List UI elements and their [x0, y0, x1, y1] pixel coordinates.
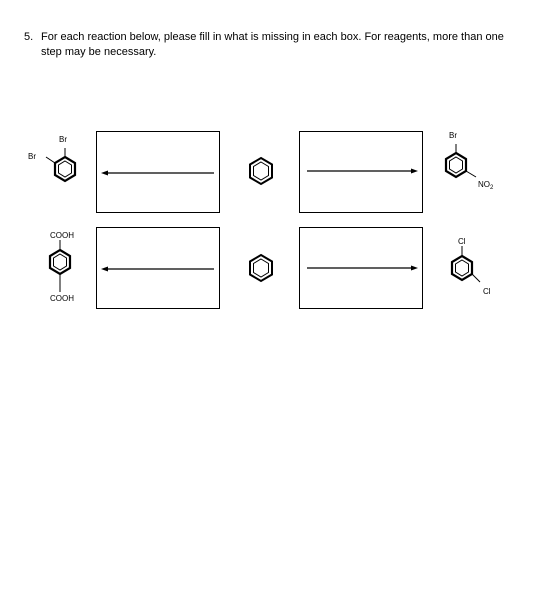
row2-left-top-label: COOH — [50, 231, 74, 240]
row2-right-arrow — [305, 263, 419, 273]
question-text: For each reaction below, please fill in what is missing in each box. For reagents, more than one step may be necessary. — [41, 31, 504, 58]
row2-right-top-label: Cl — [458, 237, 466, 246]
row1-benzene-structure — [246, 155, 276, 189]
row2-left-arrow — [100, 264, 216, 274]
question-number: 5. — [24, 31, 34, 43]
row1-dibromobenzene-structure — [40, 140, 90, 190]
row2-right-side-label: Cl — [483, 287, 491, 296]
row1-left-top-label: Br — [59, 135, 67, 144]
row1-left-side-label: Br — [28, 152, 36, 161]
row2-benzene-structure — [246, 252, 276, 286]
row1-right-arrow — [305, 166, 419, 176]
row1-right-top-label: Br — [449, 131, 457, 140]
row2-terephthalic-acid-structure — [40, 238, 80, 300]
row1-right-sub-label: $NO_2$ — [478, 180, 494, 191]
row1-left-arrow — [100, 168, 216, 178]
row2-left-bottom-label: COOH — [50, 294, 74, 303]
